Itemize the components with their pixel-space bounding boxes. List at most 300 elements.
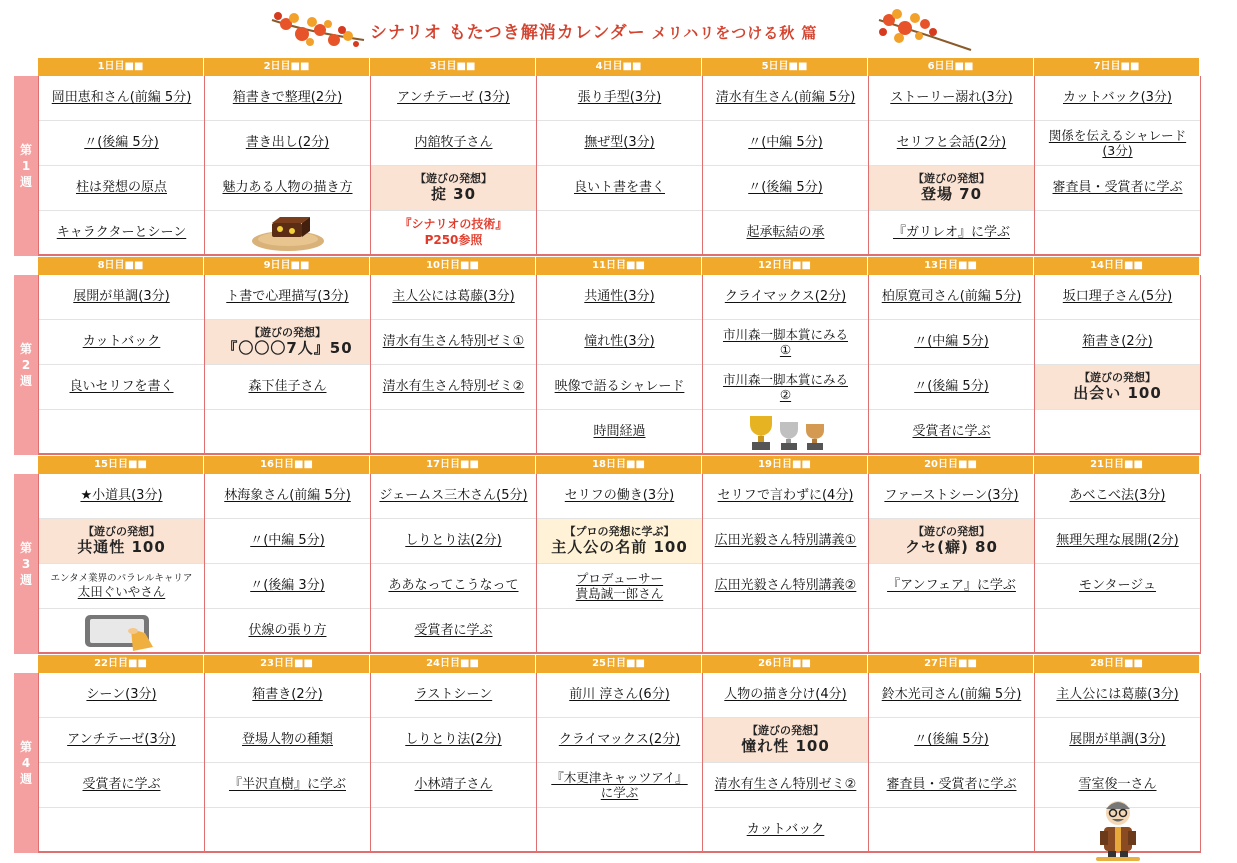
play-value: 憧れ性 100: [741, 736, 830, 755]
lesson-link[interactable]: 市川森一脚本賞にみる: [722, 327, 848, 342]
day-header-row: [38, 655, 1204, 673]
lesson-link[interactable]: 広田光毅さん特別講義①: [714, 533, 857, 549]
schedule-cell: [39, 275, 204, 320]
schedule-cell: [205, 320, 370, 365]
day-column: [703, 275, 869, 455]
day-header: 4日目■■: [536, 58, 702, 76]
schedule-cell: [39, 763, 204, 808]
day-header-row: [38, 58, 1204, 76]
lesson-link[interactable]: 広田光毅さん特別講義②: [714, 578, 857, 594]
lesson-link[interactable]: 林海象さん(前編 5分): [224, 488, 351, 504]
schedule-cell: [537, 609, 702, 654]
schedule-cell: [205, 609, 370, 654]
day-column: [703, 673, 869, 853]
title-main: シナリオ もたつき解消カレンダー: [370, 23, 646, 43]
day-header: 27日目■■: [868, 655, 1034, 673]
day-header: 11日目■■: [536, 257, 702, 275]
lesson-link[interactable]: 関係を伝えるシャレード: [1048, 128, 1187, 143]
schedule-cell: [703, 609, 868, 654]
lesson-link[interactable]: あべこべ法(3分): [1069, 488, 1166, 504]
lesson-link[interactable]: ファーストシーン(3分): [884, 488, 1019, 504]
schedule-cell: [39, 609, 204, 654]
play-value: 共通性 100: [77, 537, 166, 556]
day-column: [537, 76, 703, 256]
schedule-cell: [205, 808, 370, 853]
lesson-link[interactable]: 書き出し(2分): [245, 135, 330, 151]
day-header: 24日目■■: [370, 655, 536, 673]
lesson-link[interactable]: ★小道具(3分): [80, 488, 163, 504]
day-header: 2日目■■: [204, 58, 370, 76]
schedule-cell: [703, 166, 868, 211]
schedule-cell: [371, 808, 536, 853]
schedule-cell: [371, 365, 536, 410]
lesson-link[interactable]: セリフと会話(2分): [896, 135, 1007, 151]
lesson-link[interactable]: 雪室俊一さん: [1078, 777, 1157, 793]
lesson-link[interactable]: 魅力ある人物の描き方: [222, 180, 353, 196]
lesson-link[interactable]: 共通性(3分): [584, 289, 655, 305]
lesson-link[interactable]: 市川森一脚本賞にみる: [722, 372, 848, 387]
play-value: 出会い 100: [1073, 383, 1162, 402]
lesson-link[interactable]: 岡田恵和さん(前編 5分): [51, 90, 192, 106]
play-label: 【遊びの発想】: [913, 171, 990, 185]
lesson-link-cont[interactable]: ②: [779, 387, 792, 402]
schedule-cell: [371, 76, 536, 121]
schedule-cell: [703, 474, 868, 519]
maple-branch-left-icon: [268, 10, 368, 52]
lesson-link[interactable]: 箱書き(2分): [252, 687, 323, 703]
dessert-icon: [248, 213, 328, 253]
schedule-cell: [703, 410, 868, 455]
schedule-cell: [869, 365, 1034, 410]
day-column: [39, 76, 205, 256]
lesson-link[interactable]: 〃(後編 5分): [914, 732, 989, 748]
week-label-text: 第2週: [19, 341, 32, 389]
schedule-cell: [869, 76, 1034, 121]
schedule-cell: [205, 564, 370, 609]
trophy-icon: [736, 412, 836, 452]
lesson-link[interactable]: 良いセリフを書く: [69, 379, 174, 395]
lesson-link[interactable]: 〃(後編 5分): [84, 135, 159, 151]
schedule-cell: [1035, 673, 1200, 718]
schedule-cell: [537, 808, 702, 853]
lesson-link[interactable]: カットバック: [82, 334, 161, 350]
character-icon: [1088, 797, 1148, 863]
schedule-cell: [39, 718, 204, 763]
lesson-link[interactable]: 坂口理子さん(5分): [1062, 289, 1173, 305]
lesson-link[interactable]: 森下佳子さん: [248, 379, 327, 395]
schedule-cell: [869, 320, 1034, 365]
schedule-cell: [1035, 76, 1200, 121]
schedule-cell: [869, 718, 1034, 763]
schedule-cell: [39, 211, 204, 256]
play-value: 登場 70: [920, 184, 983, 203]
day-header: 5日目■■: [702, 58, 868, 76]
day-column: [1035, 673, 1201, 853]
schedule-cell: [371, 718, 536, 763]
title-area: [0, 0, 1237, 58]
schedule-cell: [537, 763, 702, 808]
lesson-link[interactable]: 清水有生さん特別ゼミ②: [382, 379, 525, 395]
day-header: 26日目■■: [702, 655, 868, 673]
schedule-cell: [371, 609, 536, 654]
schedule-cell: [205, 121, 370, 166]
lesson-link[interactable]: 〃(後編 3分): [250, 578, 325, 594]
lesson-link[interactable]: 審査員・受賞者に学ぶ: [886, 777, 1017, 793]
day-column: [703, 76, 869, 256]
schedule-cell: [869, 673, 1034, 718]
lesson-link[interactable]: ラストシーン: [414, 687, 493, 703]
lesson-link[interactable]: 鈴木光司さん(前編 5分): [881, 687, 1022, 703]
lesson-link[interactable]: 〃(後編 5分): [748, 180, 823, 196]
lesson-link[interactable]: 人物の描き分け(4分): [724, 687, 847, 703]
day-header: 14日目■■: [1034, 257, 1200, 275]
day-column: [371, 76, 537, 256]
week-label-text: 第1週: [19, 142, 32, 190]
schedule-cell: [869, 275, 1034, 320]
schedule-cell: [205, 365, 370, 410]
schedule-cell: [205, 410, 370, 455]
schedule-cell: [205, 211, 370, 256]
play-value: クセ(癖) 80: [905, 537, 998, 556]
lesson-link[interactable]: クライマックス(2分): [558, 732, 681, 748]
schedule-cell: [205, 673, 370, 718]
schedule-cell: [39, 673, 204, 718]
schedule-cell: [537, 320, 702, 365]
day-column: [205, 275, 371, 455]
week-1: [14, 58, 1204, 256]
schedule-cell: [371, 320, 536, 365]
lesson-link[interactable]: プロデューサー: [575, 571, 664, 586]
lesson-link[interactable]: 映像で語るシャレード: [554, 379, 685, 395]
schedule-cell: [869, 121, 1034, 166]
week-label: [14, 673, 38, 853]
day-header: 12日目■■: [702, 257, 868, 275]
calendar: [14, 58, 1204, 853]
schedule-cell: [537, 211, 702, 256]
play-label: 【遊びの発想】: [83, 524, 160, 538]
day-column: [1035, 76, 1201, 256]
day-header: 17日目■■: [370, 456, 536, 474]
lesson-link-cont[interactable]: ①: [779, 342, 792, 357]
week-label: [14, 275, 38, 455]
day-header-row: [38, 456, 1204, 474]
week-grid: [38, 76, 1204, 256]
day-header: 21日目■■: [1034, 456, 1200, 474]
week-label: [14, 474, 38, 654]
schedule-cell: [703, 519, 868, 564]
schedule-cell: [1035, 808, 1200, 853]
day-column: [39, 275, 205, 455]
schedule-cell: [39, 121, 204, 166]
schedule-cell: [205, 275, 370, 320]
schedule-cell: [869, 410, 1034, 455]
schedule-cell: [1035, 564, 1200, 609]
lesson-link[interactable]: 内舘牧子さん: [414, 135, 493, 151]
schedule-cell: [371, 166, 536, 211]
lesson-link[interactable]: 受賞者に学ぶ: [82, 777, 161, 793]
play-value: 『〇〇〇7人』50: [222, 338, 353, 357]
lesson-link-cont[interactable]: に学ぶ: [600, 785, 639, 800]
schedule-cell: [703, 320, 868, 365]
day-header: 13日目■■: [868, 257, 1034, 275]
title-subtitle: メリハリをつける秋 篇: [651, 24, 818, 42]
schedule-cell: [1035, 320, 1200, 365]
maple-branch-right-icon: [875, 8, 975, 54]
play-value: 掟 30: [430, 184, 477, 203]
day-header: 6日目■■: [868, 58, 1034, 76]
schedule-cell: [703, 763, 868, 808]
schedule-cell: [869, 474, 1034, 519]
day-column: [371, 673, 537, 853]
schedule-cell: [537, 76, 702, 121]
lesson-link[interactable]: セリフで言わずに(4分): [717, 488, 854, 504]
day-column: [537, 673, 703, 853]
schedule-cell: [869, 519, 1034, 564]
lesson-link[interactable]: 起承転結の承: [746, 224, 825, 240]
day-header: 16日目■■: [204, 456, 370, 474]
day-header: 23日目■■: [204, 655, 370, 673]
day-header: 9日目■■: [204, 257, 370, 275]
lesson-link[interactable]: シーン(3分): [86, 687, 157, 703]
day-header: 8日目■■: [38, 257, 204, 275]
lesson-link[interactable]: しりとり法(2分): [405, 732, 502, 748]
lesson-link[interactable]: しりとり法(2分): [405, 533, 502, 549]
day-header: 25日目■■: [536, 655, 702, 673]
schedule-cell: [1035, 275, 1200, 320]
lesson-link[interactable]: ジェームス三木さん(5分): [379, 488, 528, 504]
day-column: [537, 275, 703, 455]
career-note: エンタメ業界のパラレルキャリア: [50, 572, 193, 584]
schedule-cell: [537, 275, 702, 320]
week-3: [14, 456, 1204, 654]
schedule-cell: [1035, 474, 1200, 519]
schedule-cell: [703, 564, 868, 609]
lesson-link[interactable]: モンタージュ: [1079, 578, 1156, 594]
schedule-cell: [869, 763, 1034, 808]
schedule-cell: [869, 166, 1034, 211]
day-column: [869, 275, 1035, 455]
lesson-link[interactable]: 伏線の張り方: [248, 622, 327, 638]
lesson-link[interactable]: 受賞者に学ぶ: [912, 423, 991, 439]
week-grid: [38, 673, 1204, 853]
reference-note: 『シナリオの技術』: [399, 216, 508, 231]
day-column: [703, 474, 869, 654]
lesson-link[interactable]: アンチテーゼ (3分): [397, 90, 510, 106]
schedule-cell: [537, 474, 702, 519]
lesson-link[interactable]: 『木更津キャッツアイ』: [551, 770, 688, 785]
schedule-cell: [1035, 166, 1200, 211]
lesson-link[interactable]: アンチテーゼ(3分): [67, 732, 176, 748]
schedule-cell: [703, 808, 868, 853]
day-column: [869, 474, 1035, 654]
schedule-cell: [703, 211, 868, 256]
schedule-cell: [703, 275, 868, 320]
week-label: [14, 76, 38, 256]
schedule-cell: [537, 519, 702, 564]
day-header: 20日目■■: [868, 456, 1034, 474]
week-4: [14, 655, 1204, 853]
schedule-cell: [371, 211, 536, 256]
lesson-link[interactable]: 太田ぐいやさん: [77, 584, 166, 600]
lesson-link[interactable]: 小林靖子さん: [414, 777, 493, 793]
lesson-link[interactable]: 展開が単調(3分): [1069, 732, 1166, 748]
lesson-link[interactable]: 撫ぜ型(3分): [584, 135, 655, 151]
day-column: [1035, 474, 1201, 654]
lesson-link[interactable]: 主人公には葛藤(3分): [1056, 687, 1179, 703]
schedule-cell: [703, 673, 868, 718]
schedule-cell: [1035, 410, 1200, 455]
lesson-link[interactable]: ト書で心理描写(3分): [226, 289, 349, 305]
lesson-link[interactable]: 柱は発想の原点: [75, 180, 167, 196]
lesson-link[interactable]: 前川 淳さん(6分): [569, 687, 670, 703]
lesson-link[interactable]: ストーリー溺れ(3分): [890, 90, 1013, 106]
day-header: 3日目■■: [370, 58, 536, 76]
schedule-cell: [371, 410, 536, 455]
day-header: 22日目■■: [38, 655, 204, 673]
schedule-cell: [371, 763, 536, 808]
schedule-cell: [371, 519, 536, 564]
schedule-cell: [205, 166, 370, 211]
schedule-cell: [1035, 365, 1200, 410]
lesson-link[interactable]: 〃(後編 5分): [914, 379, 989, 395]
lesson-link[interactable]: カットバック(3分): [1062, 90, 1173, 106]
lesson-link[interactable]: 『半沢直樹』に学ぶ: [228, 777, 346, 793]
schedule-cell: [371, 564, 536, 609]
lesson-link[interactable]: 柏原寛司さん(前編 5分): [881, 289, 1022, 305]
reference-page: P250参照: [424, 232, 483, 247]
schedule-cell: [39, 808, 204, 853]
lesson-link[interactable]: 時間経過: [593, 423, 646, 439]
schedule-cell: [205, 519, 370, 564]
day-column: [869, 76, 1035, 256]
lesson-link[interactable]: 良いト書を書く: [573, 180, 665, 196]
day-column: [537, 474, 703, 654]
schedule-cell: [371, 121, 536, 166]
pro-label: 【プロの発想に学ぶ】: [564, 524, 675, 538]
schedule-cell: [39, 410, 204, 455]
day-header: 1日目■■: [38, 58, 204, 76]
day-column: [39, 673, 205, 853]
lesson-link[interactable]: 〃(中編 5分): [250, 533, 325, 549]
lesson-link[interactable]: キャラクターとシーン: [56, 224, 187, 240]
play-label: 【遊びの発想】: [249, 325, 326, 339]
schedule-cell: [537, 410, 702, 455]
day-header: 10日目■■: [370, 257, 536, 275]
lesson-link[interactable]: 無理矢理な展開(2分): [1056, 533, 1179, 549]
day-header: 18日目■■: [536, 456, 702, 474]
day-column: [1035, 275, 1201, 455]
schedule-cell: [39, 76, 204, 121]
week-grid: [38, 474, 1204, 654]
lesson-link[interactable]: 箱書きで整理(2分): [232, 90, 343, 106]
lesson-link[interactable]: 憧れ性(3分): [584, 334, 655, 350]
day-header: 7日目■■: [1034, 58, 1200, 76]
lesson-link-cont[interactable]: (3分): [1102, 143, 1133, 158]
schedule-cell: [1035, 609, 1200, 654]
tablet-icon: [77, 611, 167, 651]
schedule-cell: [39, 320, 204, 365]
day-header: 15日目■■: [38, 456, 204, 474]
day-column: [371, 474, 537, 654]
week-2: [14, 257, 1204, 455]
schedule-cell: [1035, 211, 1200, 256]
schedule-cell: [205, 763, 370, 808]
lesson-link[interactable]: 『ガリレオ』に学ぶ: [892, 224, 1010, 240]
lesson-link[interactable]: 登場人物の種類: [241, 732, 333, 748]
lesson-link[interactable]: カットバック: [746, 821, 825, 837]
schedule-cell: [39, 564, 204, 609]
lesson-link[interactable]: 箱書き(2分): [1082, 334, 1153, 350]
schedule-cell: [39, 474, 204, 519]
lesson-link[interactable]: ああなってこうなって: [388, 578, 519, 594]
lesson-link[interactable]: 主人公には葛藤(3分): [392, 289, 515, 305]
schedule-cell: [205, 718, 370, 763]
schedule-cell: [39, 365, 204, 410]
lesson-link[interactable]: クライマックス(2分): [724, 289, 847, 305]
lesson-link[interactable]: 張り手型(3分): [577, 90, 662, 106]
day-column: [205, 673, 371, 853]
play-label: 【遊びの発想】: [415, 171, 492, 185]
pro-value: 主人公の名前 100: [551, 537, 688, 556]
schedule-cell: [537, 166, 702, 211]
schedule-cell: [869, 211, 1034, 256]
week-grid: [38, 275, 1204, 455]
schedule-cell: [371, 275, 536, 320]
schedule-cell: [39, 166, 204, 211]
schedule-cell: [703, 365, 868, 410]
day-column: [869, 673, 1035, 853]
play-label: 【遊びの発想】: [913, 524, 990, 538]
schedule-cell: [537, 365, 702, 410]
lesson-link[interactable]: 清水有生さん特別ゼミ①: [382, 334, 525, 350]
schedule-cell: [703, 121, 868, 166]
day-header-row: [38, 257, 1204, 275]
day-column: [205, 474, 371, 654]
schedule-cell: [39, 519, 204, 564]
schedule-cell: [1035, 519, 1200, 564]
schedule-cell: [537, 718, 702, 763]
day-column: [205, 76, 371, 256]
lesson-link[interactable]: 清水有生さん(前編 5分): [715, 90, 856, 106]
lesson-link[interactable]: 『アンフェア』に学ぶ: [887, 578, 1016, 594]
lesson-link[interactable]: 展開が単調(3分): [73, 289, 170, 305]
day-header: 19日目■■: [702, 456, 868, 474]
schedule-cell: [537, 564, 702, 609]
schedule-cell: [1035, 121, 1200, 166]
play-label: 【遊びの発想】: [747, 723, 824, 737]
lesson-link[interactable]: 清水有生さん特別ゼミ②: [714, 777, 857, 793]
schedule-cell: [537, 121, 702, 166]
play-label: 【遊びの発想】: [1079, 370, 1156, 384]
lesson-link[interactable]: セリフの働き(3分): [564, 488, 675, 504]
lesson-link[interactable]: 〃(中編 5分): [748, 135, 823, 151]
schedule-cell: [703, 718, 868, 763]
schedule-cell: [869, 564, 1034, 609]
schedule-cell: [371, 673, 536, 718]
day-column: [371, 275, 537, 455]
lesson-link-cont[interactable]: 貴島誠一郎さん: [575, 586, 664, 601]
week-label-text: 第4週: [19, 739, 32, 787]
day-header: 28日目■■: [1034, 655, 1200, 673]
lesson-link[interactable]: 〃(中編 5分): [914, 334, 989, 350]
schedule-cell: [869, 609, 1034, 654]
day-column: [39, 474, 205, 654]
lesson-link[interactable]: 審査員・受賞者に学ぶ: [1052, 180, 1183, 196]
schedule-cell: [1035, 718, 1200, 763]
lesson-link[interactable]: 受賞者に学ぶ: [414, 622, 493, 638]
week-label-text: 第3週: [19, 540, 32, 588]
schedule-cell: [371, 474, 536, 519]
